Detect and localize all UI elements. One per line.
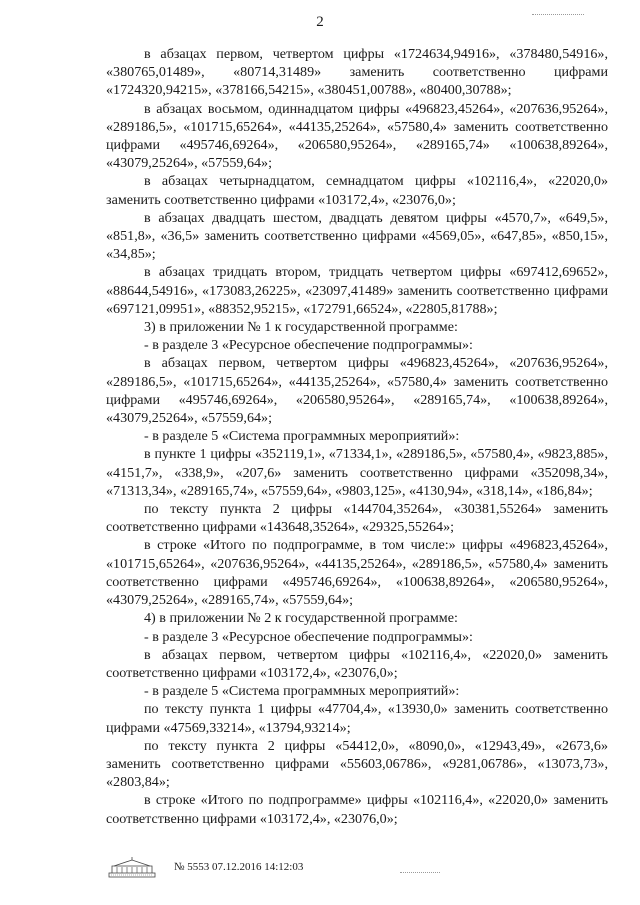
paragraph: в абзацах первом, четвертом цифры «102116,4», «22020,0» заменить соответственно цифрами «103172,4», «23076,0»; bbox=[106, 646, 608, 681]
paragraph: в абзацах тридцать втором, тридцать четвертом цифры «697412,69652», «88644,54916», «173083,26225», «23097,41489» заменить соответственно цифрами «697121,09951», «88352,95215», «172791,66524», «22805,81788»; bbox=[106, 264, 608, 317]
paragraph: 4) в приложении № 2 к государственной программе: bbox=[144, 610, 458, 627]
paragraph: в строке «Итого по подпрограмме» цифры «102116,4», «22020,0» заменить соответственно цифрами «103172,4», «23076,0»; bbox=[106, 792, 608, 827]
footer bbox=[108, 856, 608, 882]
paragraph: - в разделе 5 «Система программных мероприятий»: bbox=[144, 683, 460, 700]
paragraph: в абзацах двадцать шестом, двадцать девятом цифры «4570,7», «649,5», «851,8», «36,5» заменить соответственно цифрами «4569,05», «647,85», «850,15», «34,85»; bbox=[106, 209, 608, 263]
paragraph: в абзацах первом, четвертом цифры «1724634,94916», «378480,54916», «380765,01489», «80714,31489» заменить соответственно цифрами «1724320,94215», «378166,54215», «380451,00788», «80400,30788»; bbox=[106, 46, 608, 99]
paragraph: - в разделе 3 «Ресурсное обеспечение подпрограммы»: bbox=[144, 337, 473, 354]
paragraph: - в разделе 3 «Ресурсное обеспечение подпрограммы»: bbox=[144, 628, 473, 645]
document-body bbox=[106, 45, 608, 828]
paragraph: в строке «Итого по подпрограмме, в том числе:» цифры «496823,45264», «101715,65264», «207636,95264», «44135,25264», «289186,5», «57580,4» заменить соответственно цифрами «495746,69264», «100638,89264», «206580,95264», «43079,25264», «289165,74», «57559,64»; bbox=[106, 537, 608, 609]
paragraph: 3) в приложении № 1 к государственной программе: bbox=[144, 319, 458, 336]
paragraph: в абзацах первом, четвертом цифры «496823,45264», «207636,95264», «289186,5», «101715,65264», «44135,25264», «57580,4» заменить соответственно цифрами «495746,69264», «206580,95264», «289165,74», «100638,89264», «43079,25264», «57559,64»; bbox=[106, 355, 608, 427]
building-stamp-icon bbox=[108, 856, 156, 878]
paragraph: по тексту пункта 2 цифры «144704,35264», «30381,55264» заменить соответственно цифрами «143648,35264», «29325,55264»; bbox=[106, 501, 608, 536]
paragraph: в абзацах четырнадцатом, семнадцатом цифры «102116,4», «22020,0» заменить соответственно цифрами «103172,4», «23076,0»; bbox=[106, 173, 608, 208]
page-number: 2 bbox=[316, 14, 324, 30]
paragraph: по тексту пункта 1 цифры «47704,4», «13930,0» заменить соответственно цифрами «47569,33214», «13794,93214»; bbox=[106, 701, 608, 736]
paragraph: в пункте 1 цифры «352119,1», «71334,1», «289186,5», «57580,4», «9823,885», «4151,7», «338,9», «207,6» заменить соответственно цифрами «352098,34», «71313,34», «289165,74», «57559,64», «9803,125», «4130,94», «318,14», «186,84»; bbox=[106, 446, 608, 499]
scan-mark-top bbox=[532, 14, 584, 15]
paragraph: - в разделе 5 «Система программных мероприятий»: bbox=[144, 428, 460, 445]
registration-number: № 5553 07.12.2016 14:12:03 bbox=[174, 861, 304, 873]
paragraph: по тексту пункта 2 цифры «54412,0», «8090,0», «12943,49», «2673,6» заменить соответственно цифрами «55603,06786», «9281,06786», «13073,73», «2803,84»; bbox=[106, 737, 608, 791]
paragraph: в абзацах восьмом, одиннадцатом цифры «496823,45264», «207636,95264», «289186,5», «101715,65264», «44135,25264», «57580,4» заменить соответственно цифрами «495746,69264», «206580,95264», «289165,74» «100638,89264», «43079,25264», «57559,64»; bbox=[106, 100, 608, 172]
